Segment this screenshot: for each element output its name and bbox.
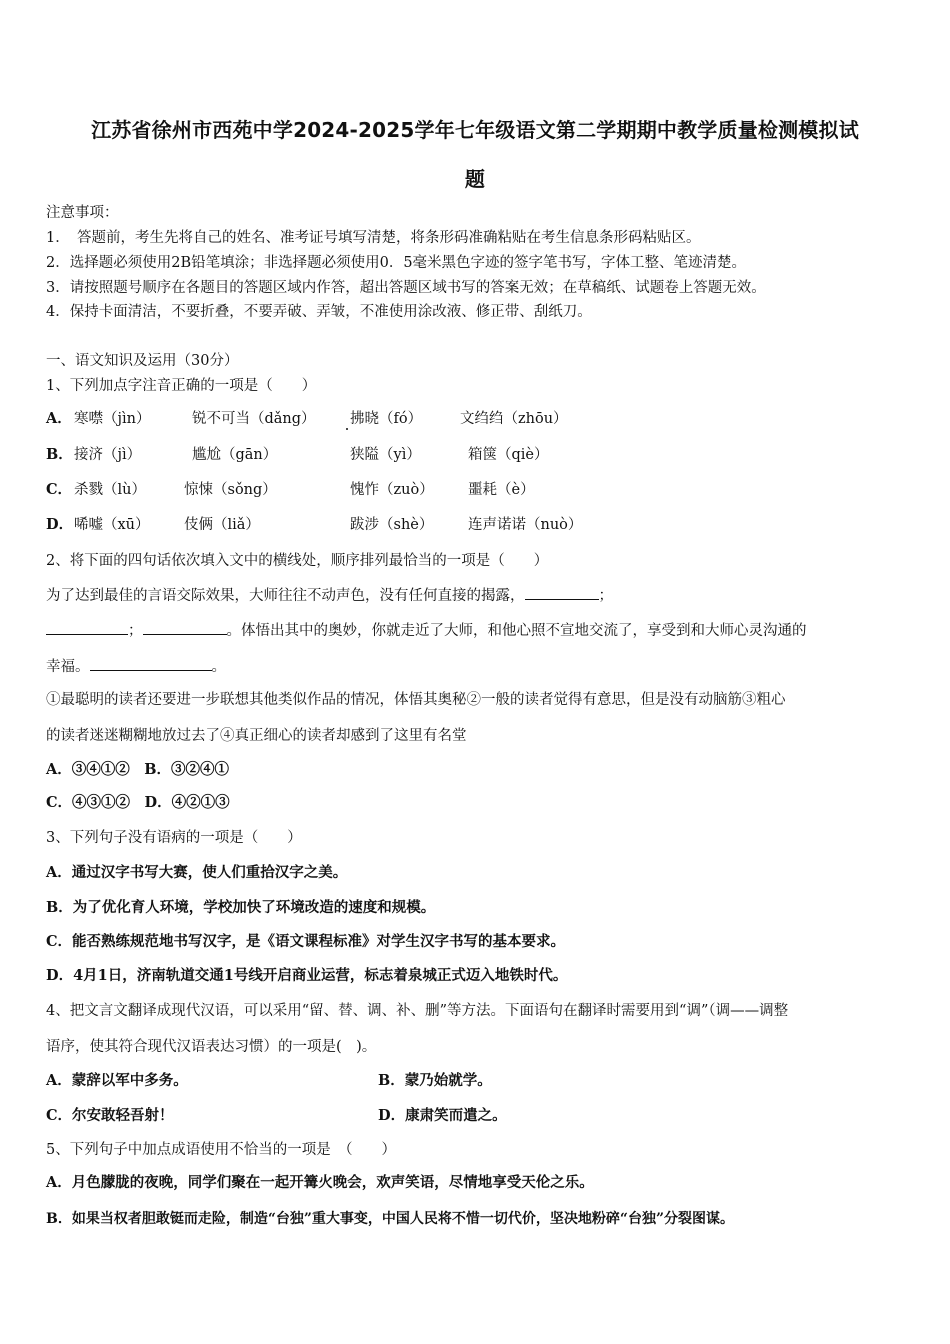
emphasis-dot (346, 428, 348, 430)
question-4-option-c: C．尔安敢轻吾射！ (46, 1107, 174, 1124)
question-2-passage (46, 619, 807, 641)
passage-punct: ； (598, 588, 613, 604)
answer-blank[interactable] (525, 584, 599, 600)
question-2-sentences: 的读者迷迷糊糊地放过去了④真正细心的读者却感到了这里有名堂 (46, 728, 467, 744)
question-5-option: A．月色朦胧的夜晚，同学们聚在一起开篝火晚会，欢声笑语，尽情地享受天伦之乐。 (46, 1174, 594, 1191)
q1-row-b-label: B． (46, 446, 73, 463)
passage-text: 。体悟出其中的奥妙，你就走近了大师，和他心照不宣地交流了，享受到和大师心灵沟通的 (226, 623, 807, 639)
question-2-passage (46, 655, 226, 677)
question-4-option-a: A．蒙辞以军中多务。 (46, 1072, 188, 1089)
passage-text: 幸福。 (46, 659, 90, 675)
q1-row-a-item: 拂晓（fó） (350, 411, 423, 427)
passage-text: 为了达到最佳的言语交际效果，大师往往不动声色，没有任何直接的揭露， (46, 588, 525, 604)
passage-punct: 。 (211, 659, 226, 675)
question-2-options: C．④③①② D．④②①③ (46, 794, 230, 811)
question-5-option: B．如果当权者胆敢铤而走险，制造“台独”重大事变，中国人民将不惜一切代价，坚决地粉碎“台独”分裂图谋。 (46, 1211, 735, 1227)
q1-row-b-item: 接济（jì） (74, 447, 142, 463)
notice-item: 1． 答题前，考生先将自己的姓名、准考证号填写清楚，将条形码准确粘贴在考生信息条形码粘贴区。 (46, 230, 701, 246)
notice-item: 2．选择题必须使用2B铅笔填涂；非选择题必须使用0．5毫米黑色字迹的签字笔书写，字体工整、笔迹清楚。 (46, 255, 747, 271)
question-2-stem: 2、将下面的四句话依次填入文中的横线处，顺序排列最恰当的一项是（ ） (46, 553, 549, 569)
q1-row-c-item: 噩耗（è） (468, 482, 535, 498)
q1-row-d-item: 伎俩（liǎ） (184, 517, 260, 533)
q1-row-b-item: 尴尬（gān） (192, 447, 278, 463)
page-title-line-1: 江苏省徐州市西苑中学2024-2025学年七年级语文第二学期期中教学质量检测模拟试 (91, 118, 859, 142)
q1-row-c-item: 杀戮（lù） (74, 482, 146, 498)
notice-item: 4．保持卡面清洁，不要折叠，不要弄破、弄皱，不准使用涂改液、修正带、刮纸刀。 (46, 304, 592, 320)
question-3-option: B．为了优化育人环境，学校加快了环境改造的速度和规模。 (46, 899, 436, 916)
q1-row-c-item: 愧怍（zuò） (350, 482, 434, 498)
q1-row-d-item: 唏嘘（xū） (74, 517, 150, 533)
q1-row-b-item: 狭隘（yì） (350, 447, 421, 463)
question-1-stem: 1、下列加点字注音正确的一项是（ ） (46, 378, 317, 394)
q1-row-d-item: 连声诺诺（nuò） (468, 517, 583, 533)
q1-row-b-item: 箱箧（qiè） (468, 447, 549, 463)
answer-blank[interactable] (143, 619, 227, 635)
answer-blank[interactable] (90, 655, 212, 671)
notice-heading: 注意事项： (46, 205, 119, 221)
question-4-option-b: B．蒙乃始就学。 (378, 1072, 492, 1089)
question-3-stem: 3、下列句子没有语病的一项是（ ） (46, 830, 302, 846)
q1-row-a-item: 文绉绉（zhōu） (460, 411, 568, 427)
q1-row-a-label: A． (46, 410, 72, 427)
question-3-option: C．能否熟练规范地书写汉字，是《语文课程标准》对学生汉字书写的基本要求。 (46, 933, 566, 950)
question-3-option: A．通过汉字书写大赛，使人们重拾汉字之美。 (46, 864, 348, 881)
question-4-stem: 语序，使其符合现代汉语表达习惯）的一项是( )。 (46, 1039, 377, 1055)
passage-punct: ； (128, 623, 143, 639)
q1-row-a-item: 寒噤（jìn） (74, 411, 151, 427)
q1-row-a-item: 锐不可当（dǎng） (192, 411, 316, 427)
notice-item: 3．请按照题号顺序在各题目的答题区域内作答，超出答题区域书写的答案无效；在草稿纸、试题卷上答题无效。 (46, 280, 766, 296)
question-3-option: D．4月1日，济南轨道交通1号线开启商业运营，标志着泉城正式迈入地铁时代。 (46, 967, 568, 984)
q1-row-d-item: 跋涉（shè） (350, 517, 434, 533)
question-2-options: A．③④①② B．③②④① (46, 761, 230, 778)
q1-row-c-label: C． (46, 481, 73, 498)
question-4-option-d: D．康肃笑而遣之。 (378, 1107, 507, 1124)
question-5-stem: 5、下列句子中加点成语使用不恰当的一项是 （ ） (46, 1142, 396, 1158)
q1-row-c-item: 惊悚（sǒng） (184, 482, 277, 498)
question-2-sentences: ①最聪明的读者还要进一步联想其他类似作品的情况，体悟其奥秘②一般的读者觉得有意思，但是没有动脑筋③粗心 (46, 692, 786, 708)
q1-row-d-label: D． (46, 516, 74, 533)
question-2-passage (46, 584, 613, 606)
answer-blank[interactable] (46, 619, 128, 635)
question-4-stem: 4、把文言文翻译成现代汉语，可以采用“留、替、调、补、删”等方法。下面语句在翻译时需要用到“调”（调——调整 (46, 1003, 789, 1019)
section-heading: 一、语文知识及运用（30分） (46, 353, 239, 369)
page-title-line-2: 题 (464, 167, 486, 191)
